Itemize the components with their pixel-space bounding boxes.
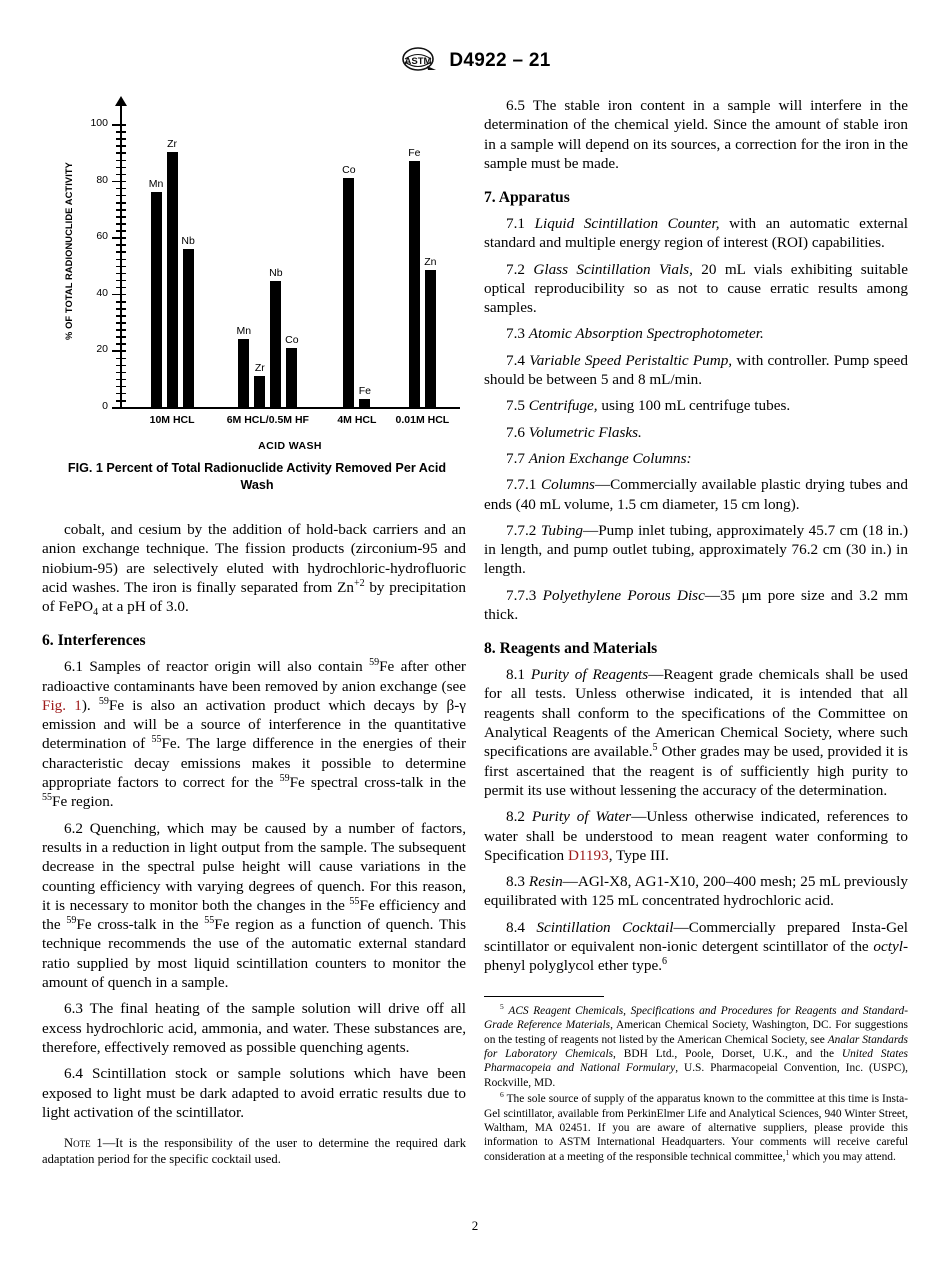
y-tick-minor: [116, 223, 126, 225]
y-tick-minor: [116, 202, 126, 204]
y-axis-line: [120, 104, 122, 408]
astm-logo: [399, 46, 439, 76]
y-tick-minor: [116, 251, 126, 253]
bar-value-label: Mn: [236, 325, 252, 338]
y-tick-minor: [116, 174, 126, 176]
x-axis-line: [120, 407, 460, 409]
y-tick-minor: [116, 160, 126, 162]
y-tick-minor: [116, 280, 126, 282]
y-tick-minor: [116, 393, 126, 395]
figure-caption: FIG. 1 Percent of Total Radionuclide Activity Removed Per Acid Wash: [67, 461, 447, 492]
paragraph-8-3: 8.3 Resin—AGl-X8, AG1-X10, 200–400 mesh; 25 mL previously equilibrated with 125 mL concentrated hydrochloric acid.: [484, 873, 908, 910]
chart-bar: [167, 152, 178, 407]
y-tick-minor: [116, 167, 126, 169]
footnote-6: $^6$ The sole source of supply of the apparatus known to the committee at this time is Insta-Gel scintillator, available from PerkinElmer Life and Analytical Sciences, 940 Winter Street, Waltham, MA 02451. If you are aware of alternative suppliers, please provide this information to ASTM International Headquarters. Your comments will receive careful consideration at a meeting of the responsible technical committee,$^1$ which you may attend.: [484, 1090, 908, 1163]
svg-text:ASTM: ASTM: [404, 56, 432, 67]
bar-value-label: Zr: [254, 361, 265, 374]
y-tick-minor: [116, 131, 126, 133]
x-axis-title: ACID WASH: [258, 440, 322, 452]
y-tick-label: 80: [96, 173, 108, 186]
bar-value-label: Nb: [269, 267, 283, 280]
y-tick-minor: [116, 216, 126, 218]
section-heading-8: 8. Reagents and Materials: [484, 640, 658, 658]
y-tick-minor: [116, 287, 126, 289]
y-tick-minor: [116, 145, 126, 147]
bar-value-label: Nb: [181, 234, 195, 247]
y-tick-minor: [116, 379, 126, 381]
y-tick-minor: [116, 230, 126, 232]
paragraph-6-1: 6.1 Samples of reactor origin will also contain $^{59}$Fe after other radioactive contaminants have been removed by anion exchange (see Fig. 1). $^{59}$Fe is also an activation product which decays by β-γ emission and will be a source of interference in the quantitative determination of $^{55}$Fe. The large difference in the energies of their characteristic decay emissions makes it possible to determine appropriate factors to correct for the $^{59}$Fe spectral cross-talk in the $^{55}$Fe region.: [42, 657, 467, 811]
y-tick-minor: [116, 152, 126, 154]
paragraph-7-4: 7.4 Variable Speed Peristaltic Pump, with controller. Pump speed should be between 5 and 8 mL/min.: [484, 351, 908, 389]
x-axis-group-label: 0.01M HCL: [395, 414, 450, 426]
y-tick-minor: [116, 386, 126, 388]
y-tick-minor: [116, 336, 126, 338]
y-tick-major: [112, 350, 126, 352]
y-tick-major: [112, 181, 126, 183]
chart-bar: [425, 270, 436, 407]
paragraph-6-5: 6.5 The stable iron content in a sample will interfere in the determination of the chemical yield. Since the amount of stable iron in a sample will depend on its sources, a correction for the iron in the sample must be made.: [484, 97, 908, 172]
chart-bar: [359, 399, 370, 407]
x-axis-group-label: 4M HCL: [337, 414, 377, 426]
x-axis-group-label: 10M HCL: [149, 414, 195, 426]
y-tick-label: 20: [96, 343, 108, 356]
y-axis-title: % OF TOTAL RADIONUCLIDE ACTIVITY: [64, 162, 74, 340]
paragraph-7-5: 7.5 Centrifuge, using 100 mL centrifuge tubes.: [506, 397, 791, 415]
y-tick-label: 0: [102, 400, 108, 412]
bar-value-label: Co: [285, 333, 299, 346]
y-tick-minor: [116, 358, 126, 360]
footnote-5: $^5$ ACS Reagent Chemicals, Specifications and Procedures for Reagents and Standard-Grade Reference Materials, American Chemical Society, Washington, DC. For suggestions on the testing of reagents not listed by the American Chemical Society, see Analar Standards for Laboratory Chemicals, BDH Ltd., Poole, Dorset, U.K., and the United States Pharmacopeia and National Formulary, U.S. Pharmacopeial Convention, Inc. (USPC), Rockville, MD.: [484, 1002, 908, 1089]
y-tick-minor: [116, 365, 126, 367]
y-tick-major: [112, 294, 126, 296]
paragraph-7-6: 7.6 Volumetric Flasks.: [506, 423, 642, 441]
page-header: [0, 46, 950, 76]
x-axis-group-label: 6M HCL/0.5M HF: [226, 414, 309, 426]
section-heading-7: 7. Apparatus: [484, 189, 570, 207]
bar-value-label: Zn: [424, 255, 437, 268]
y-tick-minor: [116, 322, 126, 324]
y-tick-minor: [116, 301, 126, 303]
y-tick-minor: [116, 315, 126, 317]
paragraph-7-7-2: 7.7.2 Tubing—Pump inlet tubing, approximately 45.7 cm (18 in.) in length, and pump outlet tubing, approximately 76.2 cm (30 in.) in length.: [484, 521, 909, 578]
bar-value-label: Co: [342, 163, 356, 176]
paragraph-7-3: 7.3 Atomic Absorption Spectrophotometer.: [506, 325, 764, 343]
right-text-column: [484, 96, 908, 976]
chart-bar: [286, 348, 297, 407]
paragraph-7-7-1: 7.7.1 Columns—Commercially available plastic drying tubes and ends (40 mL volume, 1.5 cm diameter, 15 cm long).: [484, 476, 908, 513]
y-tick-minor: [116, 400, 126, 402]
bar-value-label: Fe: [408, 146, 421, 159]
footnote-rule: [484, 996, 604, 997]
chart-bar: [254, 376, 265, 407]
bar-value-label: Zr: [167, 138, 178, 151]
paragraph-6-4: 6.4 Scintillation stock or sample solutions which have been exposed to light must be dark adapted to avoid erratic results due to light activation of the scintillator.: [42, 1065, 466, 1121]
y-tick-major: [112, 237, 126, 239]
y-tick-major: [112, 407, 126, 409]
figure-1: [42, 96, 466, 492]
paragraph-8-4: 8.4 Scintillation Cocktail—Commercially prepared Insta-Gel scintillator or equivalent non-ionic detergent scintillator of the octyl-phenyl polyglycol ether type.$^6$: [484, 918, 908, 975]
page-number: 2: [471, 1218, 479, 1233]
paragraph-7-1: 7.1 Liquid Scintillation Counter, with an automatic external standard and multiple energy region of interest (ROI) capabilities.: [484, 214, 909, 252]
y-tick-minor: [116, 244, 126, 246]
y-tick-minor: [116, 308, 126, 310]
bar-value-label: Fe: [358, 384, 371, 397]
y-tick-minor: [116, 329, 126, 331]
y-tick-minor: [116, 195, 126, 197]
paragraph-7-7: 7.7 Anion Exchange Columns:: [506, 449, 692, 467]
chart-bar: [183, 249, 194, 407]
y-tick-minor: [116, 266, 126, 268]
y-tick-minor: [116, 273, 126, 275]
y-tick-minor: [116, 138, 126, 140]
paragraph-8-1: 8.1 Purity of Reagents—Reagent grade chemicals shall be used for all tests. Unless otherwise indicated, it is intended that all reagents shall conform to the specifications of the Committee on Analytical Reagents of the American Chemical Society, where such specifications are available.$^5$ Other grades may be used, provided it is first ascertained that the reagent is of sufficiently high purity to permit its use without lessening the accuracy of the determination.: [484, 666, 909, 799]
chart-bar: [343, 178, 354, 407]
paragraph-7-7-3: 7.7.3 Polyethylene Porous Disc—35 μm pore size and 3.2 mm thick.: [484, 586, 909, 624]
paragraph-8-2: 8.2 Purity of Water—Unless otherwise indicated, references to water shall be understood to mean reagent water conforming to Specification D1193, Type III.: [484, 808, 909, 864]
bar-value-label: Mn: [148, 178, 164, 191]
section-heading-6: 6. Interferences: [42, 632, 146, 650]
y-tick-minor: [116, 343, 126, 345]
y-tick-minor: [116, 259, 126, 261]
note-1: Note 1—It is the responsibility of the user to determine the required dark adaptation period for the specific cocktail used.: [42, 1136, 466, 1166]
left-text-column: [42, 520, 466, 1180]
paragraph-6-2: 6.2 Quenching, which may be caused by a number of factors, results in a reduction in light output from the sample. The subsequent decrease in the spectral pulse height will cause variations in the counting efficiency with varying degrees of quench. For this reason, it is necessary to monitor both the changes in the $^{55}$Fe efficiency and the $^{59}$Fe cross-talk in the $^{55}$Fe region as a function of quench. This technique recommends the use of the automatic external standard ratio supplied by most liquid scintillation counters to monitor the amount of quench in a sample.: [42, 819, 466, 992]
paragraph-intro: cobalt, and cesium by the addition of hold-back carriers and an anion exchange technique. The fission products (zirconium-95 and niobium-95) are selectively eluted with hydrochloric-hydrofluoric acid washes. The iron is finally separated from $Zn^{+2}$ by precipitation of FePO$_4$ at a pH of 3.0.: [42, 521, 466, 619]
bar-chart: [42, 96, 466, 452]
y-tick-minor: [116, 372, 126, 374]
y-tick-label: 40: [96, 286, 108, 299]
y-tick-minor: [116, 209, 126, 211]
chart-bar: [151, 192, 162, 407]
y-tick-label: 100: [90, 117, 108, 130]
paragraph-7-2: 7.2 Glass Scintillation Vials, 20 mL vials exhibiting suitable optical reproducibility so as not to cause erratic results among samples.: [484, 260, 908, 317]
y-tick-major: [112, 124, 126, 126]
chart-bar: [409, 161, 420, 407]
footnotes-block: [484, 996, 908, 1166]
y-tick-minor: [116, 188, 126, 190]
paragraph-6-3: 6.3 The final heating of the sample solution will drive off all excess hydrochloric acid, ammonia, and water. These substances are, therefore, effectively removed as possible quenching agents.: [42, 1000, 466, 1056]
y-tick-label: 60: [96, 230, 108, 243]
document-number: D4922 – 21: [449, 50, 551, 71]
